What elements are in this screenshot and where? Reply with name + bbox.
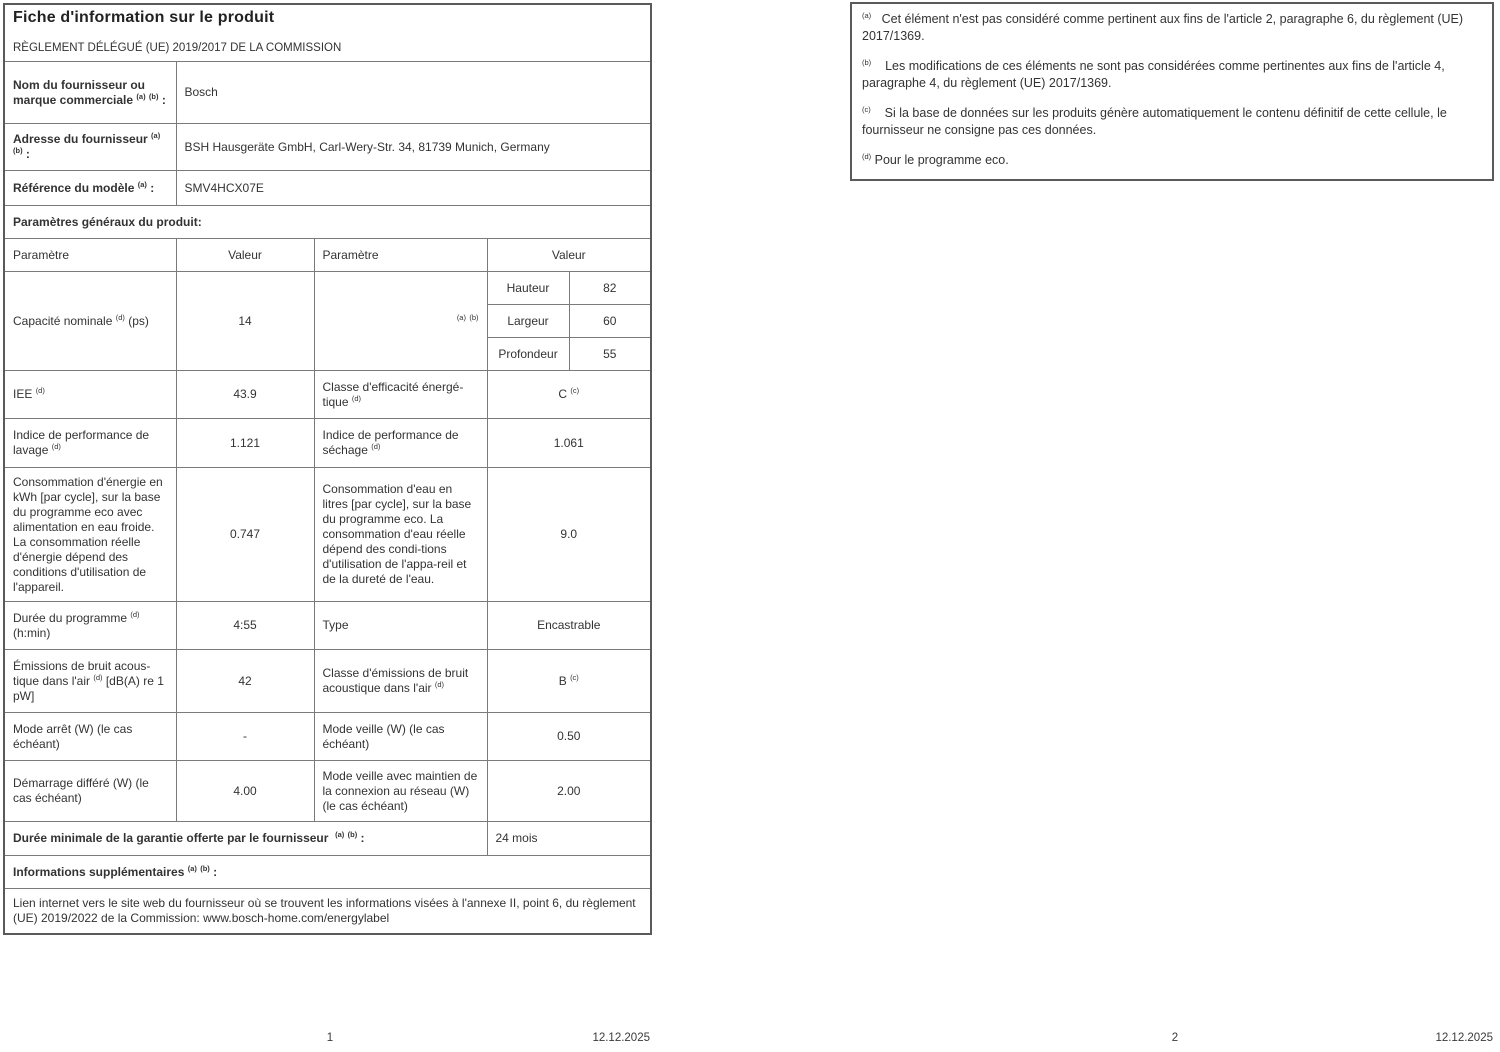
param-label: Émissions de bruit acous-tique dans l'air $^{(d)}$ [dB(A) re 1 pW] bbox=[4, 650, 176, 713]
param-value: 42 bbox=[176, 650, 314, 713]
regulation-subtitle: RÈGLEMENT DÉLÉGUÉ (UE) 2019/2017 DE LA COMMISSION bbox=[13, 42, 342, 54]
param-label: Mode veille avec maintien de la connexion au réseau (W) (le cas échéant) bbox=[314, 761, 487, 822]
param-value: 1.061 bbox=[487, 419, 651, 468]
param-value: 4.00 bbox=[176, 761, 314, 822]
param-label: Classe d'émissions de bruit acoustique dans l'air $^{(d)}$ bbox=[314, 650, 487, 713]
footnote-c: $^{(c)}$ Si la base de données sur les produits génère automatiquement le contenu définitif de cette cellule, le fournisseur ne consigne pas ces données. bbox=[862, 105, 1447, 137]
param-value: 43.9 bbox=[176, 371, 314, 419]
noise-row bbox=[4, 650, 651, 713]
capacity-label: Capacité nominale $^{(d)}$ (ps) bbox=[4, 272, 176, 371]
supplier-address-row bbox=[4, 124, 651, 171]
capacity-value: 14 bbox=[176, 272, 314, 371]
delayed-start-row bbox=[4, 761, 651, 822]
page-1-number: 1 bbox=[326, 1032, 334, 1044]
param-label: Classe d'efficacité énergé-tique $^{(d)}$ bbox=[314, 371, 487, 419]
product-info-table bbox=[3, 3, 652, 935]
col-header-valeur-2: Valeur bbox=[487, 239, 651, 272]
general-params-header-row bbox=[4, 206, 651, 239]
model-reference-row bbox=[4, 171, 651, 206]
dimension-height-value: 82 bbox=[569, 272, 651, 305]
param-label: Indice de performance de séchage $^{(d)}$ bbox=[314, 419, 487, 468]
warranty-row bbox=[4, 822, 651, 856]
supplier-address-label: Adresse du fournisseur $^{(a)}$ $^{(b)}$ : bbox=[4, 124, 176, 171]
param-label: Consommation d'eau en litres [par cycle], sur la base du programme eco. La consommation d'eau réelle dépend des condi-tions d'utilisation de l'appa-reil et de la dureté de l'eau. bbox=[314, 468, 487, 602]
column-header-row bbox=[4, 239, 651, 272]
supplier-link-row bbox=[4, 889, 651, 934]
general-params-header: Paramètres généraux du produit: bbox=[4, 206, 651, 239]
additional-info-row bbox=[4, 856, 651, 889]
footnote-d: $^{(d)}$ Pour le programme eco. bbox=[862, 152, 1009, 167]
footnote-b: $^{(b)}$ Les modifications de ces éléments ne sont pas considérées comme pertinentes aux fins de l'article 4, paragraphe 4, du règlement (UE) 2017/1369. bbox=[862, 58, 1445, 90]
page-2-number: 2 bbox=[1171, 1032, 1179, 1044]
param-value: 4:55 bbox=[176, 602, 314, 650]
dimension-depth-value: 55 bbox=[569, 338, 651, 371]
param-value: C $^{(c)}$ bbox=[487, 371, 651, 419]
title-cell bbox=[4, 4, 651, 62]
additional-info-label: Informations supplémentaires $^{(a)}$ $^{(b)}$ : bbox=[4, 856, 651, 889]
param-value: 9.0 bbox=[487, 468, 651, 602]
param-value: 2.00 bbox=[487, 761, 651, 822]
param-value: 0.747 bbox=[176, 468, 314, 602]
consumption-row bbox=[4, 468, 651, 602]
dimension-width-value: 60 bbox=[569, 305, 651, 338]
supplier-name-label: Nom du fournisseur ou marque commerciale $^{(a)}$ $^{(b)}$ : bbox=[4, 62, 176, 124]
title-row bbox=[4, 4, 651, 62]
supplier-link-text: Lien internet vers le site web du fournisseur où se trouvent les informations visées à l'annexe II, point 6, du règlement (UE) 2019/2022 de la Commission: www.bosch-home.com/energylabel bbox=[4, 889, 651, 934]
param-label: Durée du programme $^{(d)}$ (h:min) bbox=[4, 602, 176, 650]
supplier-address-value: BSH Hausgeräte GmbH, Carl-Wery-Str. 34, 81739 Munich, Germany bbox=[176, 124, 651, 171]
dimensions-footnote-markers: $^{(a)}$ $^{(b)}$ bbox=[314, 272, 487, 371]
dimension-height-label: Hauteur bbox=[487, 272, 569, 305]
warranty-value: 24 mois bbox=[487, 822, 651, 856]
footnotes-panel bbox=[850, 2, 1494, 181]
capacity-row bbox=[4, 272, 651, 305]
param-label: Mode arrêt (W) (le cas échéant) bbox=[4, 713, 176, 761]
col-header-valeur-1: Valeur bbox=[176, 239, 314, 272]
param-value: - bbox=[176, 713, 314, 761]
param-value: Encastrable bbox=[487, 602, 651, 650]
footnote-a: $^{(a)}$ Cet élément n'est pas considéré comme pertinent aux fins de l'article 2, paragraphe 6, du règlement (UE) 2017/1369. bbox=[862, 11, 1464, 43]
dimension-width-label: Largeur bbox=[487, 305, 569, 338]
param-label: Mode veille (W) (le cas échéant) bbox=[314, 713, 487, 761]
col-header-parametre-2: Paramètre bbox=[314, 239, 487, 272]
warranty-label: Durée minimale de la garantie offerte par le fournisseur $^{(a)}$ $^{(b)}$ : bbox=[4, 822, 487, 856]
supplier-name-row bbox=[4, 62, 651, 124]
model-reference-value: SMV4HCX07E bbox=[176, 171, 651, 206]
off-mode-row bbox=[4, 713, 651, 761]
param-label: Consommation d'énergie en kWh [par cycle], sur la base du programme eco avec alimentation en eau froide. La consommation réelle d'énergie dépend des conditions d'utilisation de l'appareil. bbox=[4, 468, 176, 602]
param-label: Type bbox=[314, 602, 487, 650]
dimension-depth-label: Profondeur bbox=[487, 338, 569, 371]
page-2-date: 12.12.2025 bbox=[1435, 1032, 1493, 1044]
param-value: 1.121 bbox=[176, 419, 314, 468]
iee-row bbox=[4, 371, 651, 419]
supplier-name-value: Bosch bbox=[176, 62, 651, 124]
col-header-parametre-1: Paramètre bbox=[4, 239, 176, 272]
performance-index-row bbox=[4, 419, 651, 468]
page-1-date: 12.12.2025 bbox=[592, 1032, 650, 1044]
param-label: IEE $^{(d)}$ bbox=[4, 371, 176, 419]
param-label: Démarrage différé (W) (le cas échéant) bbox=[4, 761, 176, 822]
program-duration-row bbox=[4, 602, 651, 650]
param-value: B $^{(c)}$ bbox=[487, 650, 651, 713]
param-value: 0.50 bbox=[487, 713, 651, 761]
param-label: Indice de performance de lavage $^{(d)}$ bbox=[4, 419, 176, 468]
page-title: Fiche d'information sur le produit bbox=[13, 9, 275, 26]
model-reference-label: Référence du modèle $^{(a)}$ : bbox=[4, 171, 176, 206]
